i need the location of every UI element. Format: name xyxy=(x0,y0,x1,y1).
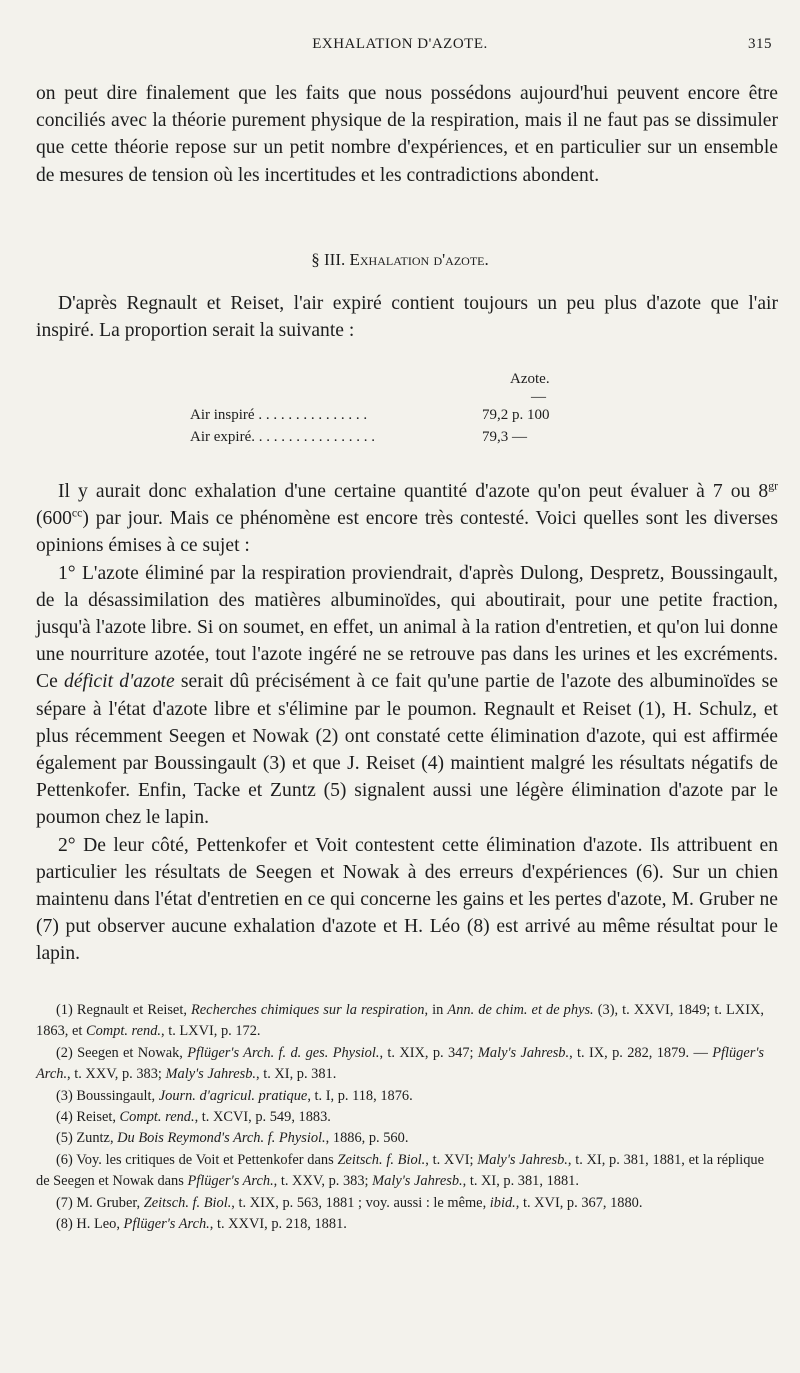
running-header xyxy=(0,36,800,60)
footnote-citation: ibid. xyxy=(489,1194,516,1211)
superscript: gr xyxy=(768,479,778,493)
footnote-text: (3), t. XXVI, 1849; t. LXIX, 1863, et xyxy=(36,1002,764,1040)
row-label: Air expiré. . . . . . . . . . . . . . . . . xyxy=(190,429,375,445)
text-run: (600 xyxy=(36,508,72,530)
footnote-text: , t. XCVI, p. 549, 1883. xyxy=(194,1109,331,1126)
footnote xyxy=(36,1086,764,1107)
section-symbol: § III. xyxy=(311,250,346,269)
footnote-citation: Pflüger's Arch. xyxy=(187,1173,274,1190)
paragraph-text: D'après Regnault et Reiset, l'air expiré contient toujours un peu plus d'azote que l'air inspiré. La proportion serait la suivante : xyxy=(36,293,778,342)
footnote-citation: Maly's Jahresb. xyxy=(477,1151,568,1168)
footnote-text: (6) Voy. les critiques de Voit et Pettenkofer dans xyxy=(56,1151,338,1168)
footnote-citation: Pflüger's Arch. xyxy=(36,1044,765,1083)
footnote-text: , t. XI, p. 381. xyxy=(256,1066,337,1083)
footnotes xyxy=(36,1000,764,1235)
footnote-citation: Compt. rend. xyxy=(119,1109,195,1126)
footnote-citation: Du Bois Reymond's Arch. f. Physiol. xyxy=(117,1130,326,1147)
footnote-citation: Maly's Jahresb. xyxy=(165,1066,256,1083)
running-title: EXHALATION D'AZOTE. xyxy=(312,36,488,52)
footnote xyxy=(36,1107,764,1128)
footnote-text: , t. IX, p. 282, 1879. — xyxy=(569,1044,713,1061)
footnote-text: , in xyxy=(424,1002,448,1018)
footnote xyxy=(36,1000,764,1043)
footnote-citation: Ann. de chim. et de phys. xyxy=(447,1002,594,1018)
row-value: 79,2 p. 100 xyxy=(482,407,550,423)
footnote-text: , t. XIX, p. 563, 1881 ; voy. aussi : le même, xyxy=(231,1194,490,1211)
footnote-text: (7) M. Gruber, xyxy=(56,1194,144,1211)
footnote-citation: Recherches chimiques sur la respiration xyxy=(191,1002,425,1018)
section-heading xyxy=(0,250,800,270)
footnote xyxy=(36,1150,764,1193)
paragraph-opinion-1 xyxy=(36,560,778,832)
paragraph-opinion-2: 2° De leur côté, Pettenkofer et Voit contestent cette élimination d'azote. Ils attribuent en particulier les résultats de Seegen et Nowak à des erreurs d'expériences (6). Sur un chien maintenu dans l'état d'entretien en ce qui concerne les gains et les pertes d'azote, M. Gruber ne (7) put observer aucune exhalation d'azote et H. Léo (8) est arrivé au même résultat pour le lapin. xyxy=(36,834,778,965)
footnote-text: , t. XI, p. 381, 1881, et la réplique de Seegen et Nowak dans xyxy=(36,1151,765,1190)
table-column-header: Azote. xyxy=(510,371,550,387)
footnote-text: (2) Seegen et Nowak, xyxy=(56,1044,188,1061)
footnote-citation: Maly's Jahresb. xyxy=(372,1173,463,1190)
footnote xyxy=(36,1193,764,1214)
text-run: serait dû précisément à ce fait qu'une partie de l'azote des albuminoïdes se sépare à l'état d'azote libre et s'élimine par le poumon. Regnault et Reiset (1), H. Schulz, et plus récemment Seegen et Nowak (2) ont constaté cette élimination d'azote, qui est affirmée également par Boussingault (3) et que J. Reiset (4) maintient malgré les résultats négatifs de Pettenkofer. Enfin, Tacke et Zuntz (5) signalent aussi une légère élimination d'azote par le poumon chez le lapin. xyxy=(36,671,778,829)
footnote-citation: Zeitsch. f. Biol. xyxy=(143,1194,232,1211)
footnote xyxy=(36,1043,764,1086)
footnote-text: (5) Zuntz, xyxy=(56,1130,118,1147)
footnote-text: (4) Reiset, xyxy=(56,1109,120,1126)
text-run: Il y aurait donc exhalation d'une certaine quantité d'azote qu'on peut évaluer à 7 ou 8 xyxy=(58,481,769,502)
row-value: 79,3 — xyxy=(482,429,527,445)
row-label: Air inspiré . . . . . . . . . . . . . . . xyxy=(190,407,368,423)
footnote-text: , t. XXV, p. 383; xyxy=(67,1066,166,1083)
text-run: 1° L'azote éliminé par la respiration proviendrait, d'après Dulong, Despretz, Boussingault, de la désassimilation des matières albuminoïdes, qui aboutirait, pour une petite fraction, jusqu'à l'azote libre. Si on soumet, en effet, un animal à la ration d'entretien, et qu'on lui donne une nourriture azotée, tout l'azote ingéré ne se retrouve pas dans les urines et les excréments. Ce xyxy=(36,562,778,693)
footnote-text: , t. XXVI, p. 218, 1881. xyxy=(209,1216,347,1233)
paragraph-regnault xyxy=(36,290,778,344)
footnote-text: , t. XVI, p. 367, 1880. xyxy=(515,1194,643,1211)
footnote-citation: Pflüger's Arch. xyxy=(123,1216,210,1233)
footnote-citation: Zeitsch. f. Biol. xyxy=(337,1151,426,1168)
table-column-rule: — xyxy=(531,389,546,405)
footnote-citation: Pflüger's Arch. f. d. ges. Physiol. xyxy=(187,1044,380,1061)
footnote-text: (3) Boussingault, xyxy=(56,1087,159,1104)
footnote-text: , 1886, p. 560. xyxy=(325,1130,409,1147)
footnote xyxy=(36,1128,764,1149)
footnote-text: , t. XI, p. 381, 1881. xyxy=(462,1173,579,1190)
footnote-text: , t. I, p. 118, 1876. xyxy=(307,1087,413,1104)
emphasis: déficit d'azote xyxy=(64,671,175,693)
footnote-text: , t. XVI; xyxy=(425,1151,478,1168)
footnote-text: (1) Regnault et Reiset, xyxy=(56,1002,191,1018)
text-run: ) par jour. Mais ce phénomène est encore très contesté. Voici quelles sont les diverses opinions émises à ce sujet : xyxy=(36,508,778,557)
footnote-text: , t. LXVI, p. 172. xyxy=(161,1023,261,1040)
page-number: 315 xyxy=(748,36,772,52)
footnote-text: (8) H. Leo, xyxy=(56,1216,124,1233)
footnote-citation: Maly's Jahresb. xyxy=(477,1044,570,1061)
superscript: cc xyxy=(71,506,83,520)
footnote-citation: Compt. rend. xyxy=(85,1023,161,1040)
section-title: Exhalation d'azote. xyxy=(349,250,489,269)
intro-text: on peut dire finalement que les faits que nous possédons aujourd'hui peuvent encore être conciliés avec la théorie purement physique de la respiration, mais il ne faut pas se dissimuler que cette théorie repose sur un petit nombre d'expériences, et en particulier sur un ensemble de mesures de tension où les incertitudes et les contradictions abondent. xyxy=(36,83,778,186)
paragraph-exhalation xyxy=(36,478,778,560)
footnote-text: , t. XIX, p. 347; xyxy=(379,1044,478,1061)
footnote-citation: Journ. d'agricul. pratique xyxy=(158,1087,308,1104)
intro-paragraph xyxy=(36,80,778,189)
footnote xyxy=(36,1214,764,1235)
footnote-text: , t. XXV, p. 383; xyxy=(273,1173,373,1190)
body-paragraphs xyxy=(36,478,778,968)
